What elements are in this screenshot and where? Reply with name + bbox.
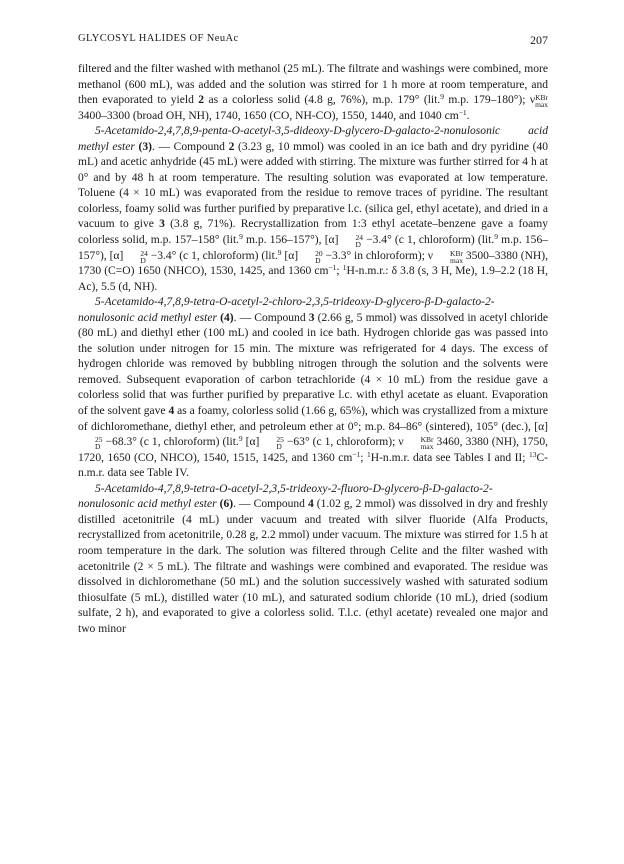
optical-rotation-notation: 20 D <box>315 248 323 265</box>
compound-ref: 2 <box>228 140 235 153</box>
compound-ref: 3 <box>159 218 165 231</box>
compound-number: (6) <box>219 498 234 511</box>
page-header <box>78 33 548 49</box>
page-number: 207 <box>530 33 548 47</box>
citation: 9 <box>238 434 243 444</box>
compound-number: (4) <box>220 311 234 324</box>
compound-ref: 4 <box>168 405 175 418</box>
optical-rotation-notation: 25 D <box>95 435 103 452</box>
optical-rotation-notation: 25 D <box>276 435 284 452</box>
compound-ref: 4 <box>307 498 314 511</box>
running-head: GLYCOSYL HALIDES OF NeuAc <box>78 33 239 44</box>
ir-notation: KBr max <box>450 248 463 265</box>
optical-rotation-notation: 24 D <box>355 233 363 250</box>
paragraph-compound-4: 5-Acetamido-4,7,8,9-tetra-O-acetyl-2-chloro-2,3,5-trideoxy-D-glycero-β-D-galacto-2-nonulosonic acid methyl ester (4). — Compound 3 (2.66 g, 5 mmol) was dissolved in acetyl chloride (80 mL) and diethyl ether (100 mL) and cooled in ice bath. Hydrogen chloride gas was passed into the solution under nitrogen for 15 min. The mixture was refrigerated for 4 days. The excess of hydrogen chloride was removed by bubbling nitrogen through the solution and the solvents were removed. Subsequent evaporation of carbon tetrachloride (4 × 10 mL) from the residue gave a colorless solid that was further purified by preparative l.c. with ethyl acetate as eluant. Evaporation of the solvent gave 4 as a foamy, colorless solid (1.66 g, 65%), which was crystallized from a mixture of dichloromethane, diethyl ether, and petroleum ether at 0°; m.p. 84–86° (sintered), 105° (dec.), [α] 25 D −68.3° (c 1, chloroform) (lit.$^9$ [α] 25 D −63° (c 1, chloroform); ν KBr max 3460, 3380 (NH), 1750, 1720, 1650 (CO, NHCO), 1540, 1515, 1425, and 1360 $cm^{-1}$; $^1$H-n.m.r. data see Tables I and II; $^{13}$C-n.m.r. data see Table IV. <box>78 296 549 480</box>
paragraph-continuation: filtered and the filter washed with methanol (25 mL). The filtrate and washings were combined, more methanol (600 mL), was added and the solution was stirred for 1 h more at room temperature, and then evaporated to yield 2 as a colorless solid (4.8 g, 76%), m.p. 179° (lit.$^9$ m.p. 179–180°); ν KBr max 3400–3300 (broad OH, NH), 1740, 1650 (CO, NH-CO), 1550, 1440, and 1040 $cm^{-1}$. <box>78 63 548 122</box>
optical-rotation-notation: 24 D <box>140 248 148 265</box>
compound-title: 5-Acetamido-4,7,8,9-tetra-O-acetyl-2,3,5-trideoxy-2-fluoro-D-glycero-β-D-galacto-2-nonulosonic acid methyl ester <box>78 482 493 511</box>
paragraph-compound-6: 5-Acetamido-4,7,8,9-tetra-O-acetyl-2,3,5-trideoxy-2-fluoro-D-glycero-β-D-galacto-2-nonulosonic acid methyl ester (6). — Compound 4 (1.02 g, 2 mmol) was dissolved in dry and freshly distilled acetonitrile (4 mL) under vacuum and treated with silver fluoride (Alfa Products, recrystallized from acetonitrile, 0.28 g, 2.2 mmol) under vacuum. The mixture was stirred for 1.5 h at room temperature in the dark. The solution was filtered through Celite and the filter washed with acetonitrile (2 × 5 mL). The filtrate and washings were combined and evaporated. The residue was dissolved in dichloromethane (50 mL) and the solution successively washed with saturated sodium thiosulfate (5 mL), distilled water (10 mL), and saturated sodium chloride (10 mL), dried (sodium sulfate, 2 h), and evaporated to give a colorless solid. T.l.c. (ethyl acetate) revealed one major and two minor <box>78 482 548 635</box>
ir-notation: KBr max <box>535 93 548 110</box>
citation: 9 <box>239 232 243 242</box>
paragraph-compound-3: 5-Acetamido-2,4,7,8,9-penta-O-acetyl-3,5-dideoxy-D-glycero-D-galacto-2-nonulosonic acid methyl ester (3). — Compound 2 (3.23 g, 10 mmol) was cooled in an ice bath and dry pyridine (40 mL) and acetic anhydride (45 mL) were added with stirring. The mixture was further stirred for 4 h at 0° and by 48 h at room temperature. The resulting solution was evaporated at low temperature. Toluene (4 × 10 mL) was evaporated from the residue to remove traces of pyridine. The resultant colorless, foamy solid was further purified by preparative l.c. (silica gel, ethyl acetate), and dried in a vacuum to give 3 (3.8 g, 71%). Recrystallization from 1:3 ethyl acetate–benzene gave a foamy colorless solid, m.p. 157–158° (lit.$^9$ m.p. 156–157°), [α] 24 D −3.4° (c 1, chloroform) (lit.$^9$ m.p. 156–157°), [α] 24 D −3.4° (c 1, chloroform) (lit.$^9$ [α] 20 D −3.3° in chloroform); ν KBr max 3500–3380 (NH), 1730 (C=O) 1650 (NHCO), 1530, 1425, and 1360 $cm^{-1}$; $^1$H-n.m.r.: δ 3.8 (s, 3 H, Me), 1.9–2.2 (18 H, Ac), 5.5 (d, NH). <box>78 125 548 293</box>
compound-title: 5-Acetamido-4,7,8,9-tetra-O-acetyl-2-chloro-2,3,5-trideoxy-D-glycero-β-D-galacto-2-nonulosonic acid methyl ester <box>78 296 495 324</box>
article-body <box>78 62 548 637</box>
compound-number: (3) <box>138 140 152 153</box>
compound-title: 5-Acetamido-2,4,7,8,9-penta-O-acetyl-3,5-dideoxy-D-glycero-D-galacto-2-nonulosonic acid methyl ester <box>78 125 548 153</box>
ir-notation: KBr max <box>420 435 434 452</box>
compound-ref: 2 <box>198 94 205 107</box>
citation: 9 <box>494 232 498 242</box>
citation: 9 <box>277 247 282 257</box>
citation: 9 <box>440 92 444 102</box>
compound-ref: 3 <box>308 311 315 324</box>
